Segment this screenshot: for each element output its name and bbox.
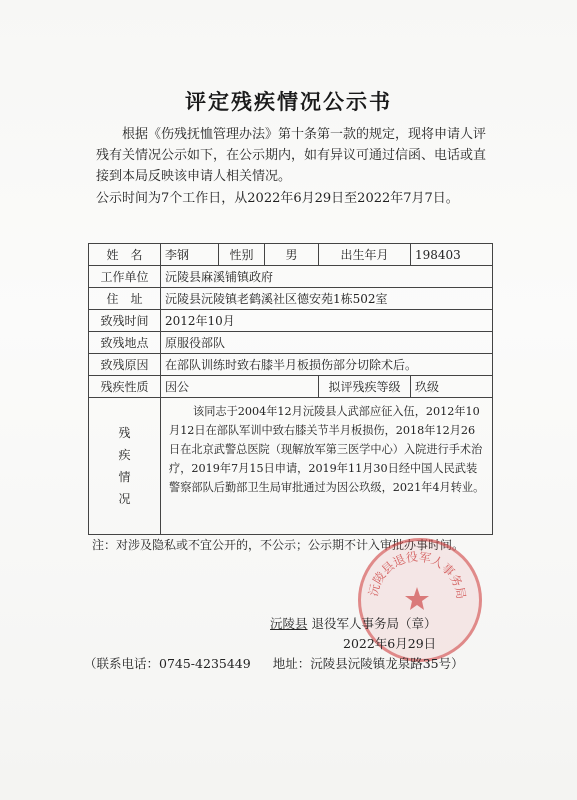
address-value: 沅陵县沅陵镇老鹤溪社区德安苑1栋502室: [161, 288, 493, 310]
employer-value: 沅陵县麻溪铺镇政府: [161, 266, 493, 288]
address-label: 住 址: [89, 288, 161, 310]
table-row: [89, 376, 493, 398]
employer-label: 工作单位: [89, 266, 161, 288]
nature-value: 因公: [161, 376, 319, 398]
table-row: [89, 244, 493, 266]
publicity-period-paragraph: 公示时间为7个工作日，从2022年6月29日至2022年7月7日。: [96, 191, 459, 206]
seal-text-path: 沅陵县退役军人事务局: [366, 549, 469, 601]
name-label: 姓 名: [89, 244, 161, 266]
table-row: [89, 398, 493, 535]
issue-date: 2022年6月29日: [343, 636, 437, 651]
intro-paragraph: 根据《伤残抚恤管理办法》第十条第一款的规定，现将申请人评残有关情况公示如下，在公示期内，如有异议可通过信函、电话或直接到本局反映该申请人相关情况。: [96, 127, 487, 184]
situation-text: 该同志于2004年12月沅陵县人武部应征入伍，2012年10月12日在部队军训中致右膝关节半月板损伤，2018年12月26日在北京武警总医院（现解放军第三医学中心）入院进行手术治疗，2019年7月15日申请，2019年11月30日经中国人民武装警察部队后勤部卫生局审批通过为因公玖级，2021年4月转业。: [161, 398, 493, 535]
situation-label-char: 疾: [118, 448, 131, 462]
situation-label-char: 况: [118, 492, 131, 506]
contact-address: 地址：沅陵县沅陵镇龙泉路35号）: [272, 656, 464, 671]
table-row: [89, 288, 493, 310]
document-title: 评定残疾情况公示书: [185, 89, 392, 114]
injury-place-value: 原服役部队: [161, 332, 493, 354]
situation-label-char: 情: [118, 470, 131, 484]
table-row: [89, 310, 493, 332]
applicant-info-table: [88, 243, 493, 535]
injury-time-label: 致残时间: [89, 310, 161, 332]
birth-value: 198403: [411, 244, 493, 266]
name-value: 李钢: [161, 244, 219, 266]
issuer-office: 退役军人事务局（章）: [311, 616, 437, 631]
gender-value: 男: [265, 244, 319, 266]
grade-value: 玖级: [411, 376, 493, 398]
table-row: [89, 354, 493, 376]
gender-label: 性别: [219, 244, 265, 266]
situation-label-char: 残: [118, 426, 131, 440]
nature-label: 残疾性质: [89, 376, 161, 398]
table-row: [89, 266, 493, 288]
contact-phone: （联系电话：0745-4235449: [84, 656, 251, 671]
contact-line: [84, 654, 524, 672]
footnote: 注：对涉及隐私或不宜公开的，不公示；公示期不计入审批办事时间。: [92, 538, 465, 552]
injury-time-value: 2012年10月: [161, 310, 493, 332]
table-row: [89, 332, 493, 354]
injury-place-label: 致残地点: [89, 332, 161, 354]
situation-label: [89, 398, 161, 535]
injury-cause-value: 在部队训练时致右膝半月板损伤部分切除术后。: [161, 354, 493, 376]
injury-cause-label: 致残原因: [89, 354, 161, 376]
birth-label: 出生年月: [319, 244, 411, 266]
issuer-line: [270, 614, 437, 632]
issuer-county: 沅陵县: [270, 616, 308, 631]
grade-label: 拟评残疾等级: [319, 376, 411, 398]
star-icon: [405, 587, 429, 610]
